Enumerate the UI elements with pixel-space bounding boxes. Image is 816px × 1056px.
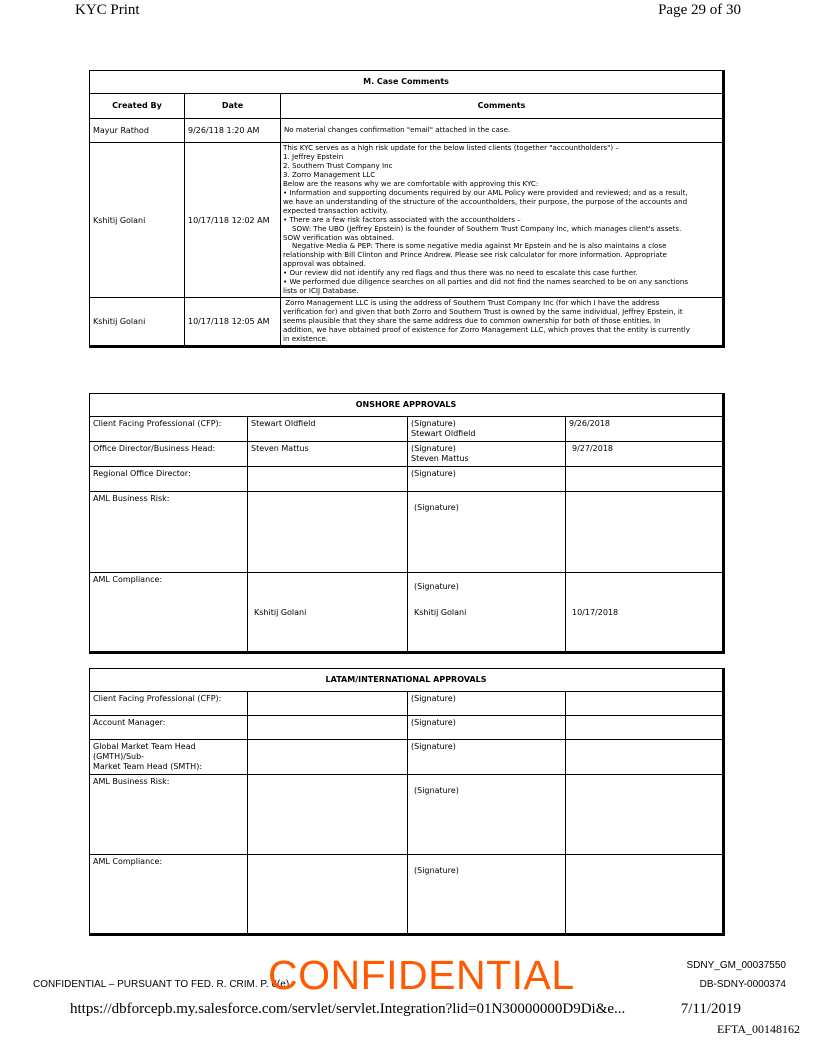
comment-line: relationship with Bill Clinton and Prince Andrew. Please see risk calculator for more information. Appropriate [283, 250, 667, 260]
confidential-stamp: CONFIDENTIAL [268, 952, 575, 998]
approval-role-line: Global Market Team Head (GMTH)/Sub- [93, 742, 196, 761]
comment-text [281, 298, 724, 347]
column-header-date: Date [185, 94, 281, 119]
comment-line: addition, we have obtained proof of existence for Zorro Management LLC, which proves that the entity is currently [283, 325, 690, 335]
approval-role: Account Manager: [90, 716, 248, 740]
approver-name [248, 740, 408, 775]
comment-date: 10/17/118 12:02 AM [185, 143, 281, 298]
column-header-created-by: Created By [90, 94, 185, 119]
created-by: Kshitij Golani [90, 298, 185, 347]
approver-name [248, 467, 408, 492]
case-comments-table [89, 70, 725, 348]
signature-field [408, 492, 566, 573]
approval-date [566, 716, 724, 740]
table-row [90, 442, 724, 467]
comment-text [281, 143, 724, 298]
approval-role: AML Business Risk: [90, 492, 248, 573]
signature-field [408, 467, 566, 492]
approval-date [566, 740, 724, 775]
created-by: Kshitij Golani [90, 143, 185, 298]
signature-field: (Signature) [408, 692, 566, 716]
signature-label: (Signature) [411, 469, 456, 478]
approval-role: AML Business Risk: [90, 775, 248, 855]
signature-label: (Signature) [411, 419, 456, 428]
section-title: M. Case Comments [90, 71, 724, 94]
approval-role [90, 740, 248, 775]
table-row [90, 417, 724, 442]
comment-text [281, 119, 724, 143]
approval-role-line: Market Team Head (SMTH): [93, 762, 203, 771]
efta-number: EFTA_00148162 [716, 1022, 800, 1036]
confidential-notice: CONFIDENTIAL – PURSUANT TO FED. R. CRIM. P. 6(e) [33, 979, 290, 990]
table-row [90, 492, 724, 573]
approval-date: 9/26/2018 [566, 417, 724, 442]
approval-role: Regional Office Director: [90, 467, 248, 492]
approval-role: Office Director/Business Head: [90, 442, 248, 467]
comment-line: No material changes confirmation "email" attached in the case. [284, 125, 511, 135]
signature-label: (Signature) [411, 444, 456, 453]
approver-name [248, 775, 408, 855]
approver-name: Kshitij Golani [248, 573, 408, 653]
table-row [90, 467, 724, 492]
bates-number: SDNY_GM_00037550 [686, 960, 786, 971]
signature-field [408, 573, 566, 653]
table-row [90, 716, 724, 740]
comment-line: This KYC serves as a high risk update for the below listed clients (together "accountholders") – [283, 143, 619, 152]
comment-line: approval was obtained. [283, 259, 366, 269]
approver-name [248, 716, 408, 740]
approver-name: Stewart Oldfield [248, 417, 408, 442]
page-header-title: KYC Print [75, 2, 140, 18]
bates-number-secondary: DB-SDNY-0000374 [699, 979, 786, 990]
comment-line: Zorro Management LLC is using the address of Southern Trust Company Inc (for which I have the address [283, 298, 660, 308]
approver-name [248, 692, 408, 716]
table-row [90, 573, 724, 653]
comment-line: 1. Jeffrey Epstein [283, 151, 344, 161]
approver-name [248, 855, 408, 935]
comment-line: SOW: The UBO (Jeffrey Epstein) is the founder of Southern Trust Company Inc, which manages client's assets. [283, 223, 682, 233]
print-date: 7/11/2019 [680, 1001, 741, 1017]
section-title: LATAM/INTERNATIONAL APPROVALS [90, 669, 724, 692]
signature-name: Stewart Oldfield [411, 429, 476, 438]
signature-name: Kshitij Golani [414, 608, 467, 617]
comment-line: Below are the reasons why we are comfortable with approving this KYC: [283, 178, 539, 188]
approval-date: 10/17/2018 [566, 573, 724, 653]
approval-role: AML Compliance: [90, 573, 248, 653]
approval-date [566, 775, 724, 855]
comment-line: in existence. [283, 334, 328, 344]
comment-line: • We performed due diligence searches on all parties and did not find the names searched to be on any sanctions [283, 277, 689, 287]
approval-date [566, 492, 724, 573]
comment-line: Negative Media & PEP: There is some negative media against Mr Epstein and he is also maintains a close [283, 241, 667, 251]
approver-name: Steven Mattus [248, 442, 408, 467]
column-header-comments: Comments [281, 94, 724, 119]
comment-date: 10/17/118 12:05 AM [185, 298, 281, 347]
approval-date [566, 692, 724, 716]
signature-label: (Signature) [414, 582, 459, 591]
latam-approvals-table [89, 668, 725, 936]
approver-name [248, 492, 408, 573]
comment-line: • Our review did not identify any red flags and thus there was no need to escalate this case further. [283, 268, 638, 278]
approval-role: Client Facing Professional (CFP): [90, 417, 248, 442]
table-row [90, 692, 724, 716]
signature-label: (Signature) [414, 503, 459, 512]
table-row [90, 143, 724, 298]
comment-date: 9/26/118 1:20 AM [185, 119, 281, 143]
comment-line: 2. Southern Trust Company Inc [283, 160, 393, 170]
signature-field: (Signature) [408, 855, 566, 935]
comment-line: • There are a few risk factors associated with the accountholders – [283, 214, 521, 224]
approval-role: Client Facing Professional (CFP): [90, 692, 248, 716]
approval-role: AML Compliance: [90, 855, 248, 935]
table-row [90, 298, 724, 347]
comment-line: verification for) and given that both Zorro and Southern Trust is owned by the same individual, Jeffrey Epstein, it [283, 307, 683, 317]
table-row [90, 775, 724, 855]
signature-field: (Signature) [408, 716, 566, 740]
section-title: ONSHORE APPROVALS [90, 394, 724, 417]
page-number: Page 29 of 30 [658, 2, 741, 18]
approval-date [566, 855, 724, 935]
signature-field: (Signature) [408, 775, 566, 855]
table-row [90, 119, 724, 143]
signature-name: Steven Mattus [411, 454, 469, 463]
signature-field: (Signature) [408, 740, 566, 775]
source-url: https://dbforcepb.my.salesforce.com/servlet/servlet.Integration?lid=01N30000000D9Di&e... [70, 1001, 626, 1017]
created-by: Mayur Rathod [90, 119, 185, 143]
comment-line: seems plausible that they share the same address due to common ownership for both of those entities. In [283, 316, 661, 326]
comment-line: expected transaction activity. [283, 205, 388, 215]
onshore-approvals-table [89, 393, 725, 654]
comment-line: 3. Zorro Management LLC [283, 169, 376, 179]
table-row [90, 740, 724, 775]
signature-field [408, 442, 566, 467]
approval-date [566, 467, 724, 492]
signature-field [408, 417, 566, 442]
approval-date: 9/27/2018 [566, 442, 724, 467]
comment-line: we have an understanding of the structure of the accountholders, their purpose, the purpose of the accounts and [283, 196, 688, 206]
table-row [90, 855, 724, 935]
comment-line: • Information and supporting documents required by our AML Policy were provided and reviewed; and as a result, [283, 187, 688, 197]
comment-line: SOW verification was obtained. [283, 232, 395, 242]
comment-line: lists or ICIJ Database. [283, 286, 359, 296]
